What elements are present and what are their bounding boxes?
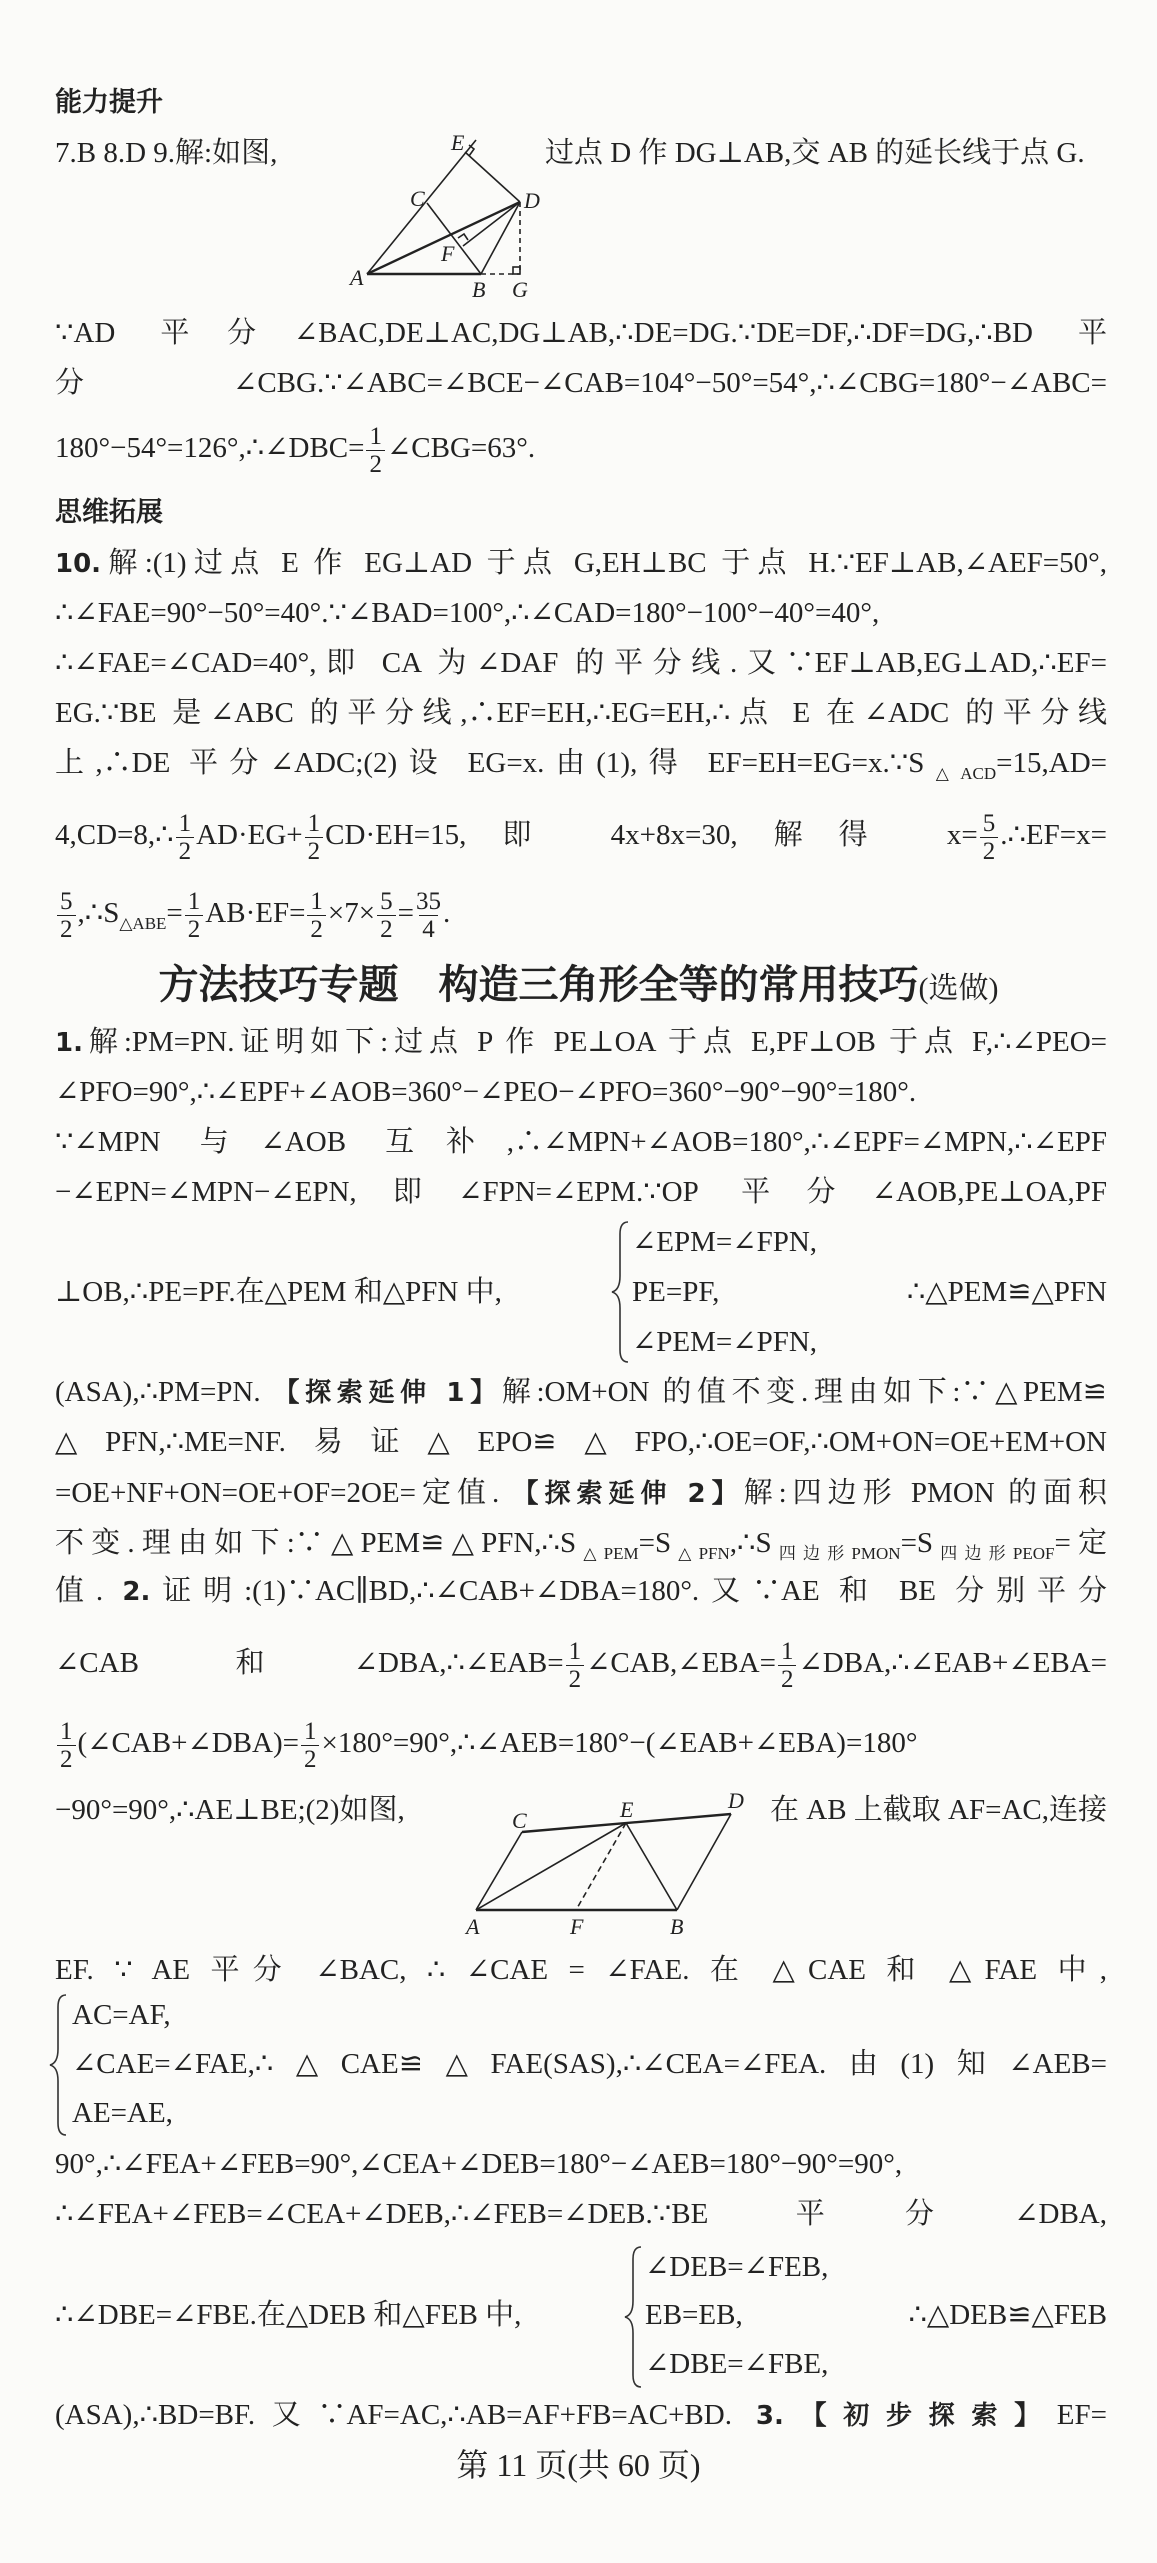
bold-label: 10.	[55, 549, 102, 579]
page-number: 第 11 页(共 60 页)	[456, 2447, 701, 2483]
brace2-row: AC=AF,	[72, 1999, 171, 2031]
text-line	[55, 2192, 1107, 2236]
text-line	[55, 1170, 1107, 1214]
text-segment: =S	[900, 1527, 934, 1559]
text-segment: =S	[638, 1527, 672, 1559]
text-line	[55, 1718, 1107, 1773]
label-C: C	[410, 186, 425, 211]
text-line	[55, 691, 1107, 735]
text-segment: =	[166, 897, 183, 930]
label-D: D	[728, 1788, 744, 1813]
text-segment: ∠CAB 和∠DBA,∴∠EAB=	[55, 1647, 564, 1680]
numerator: 1	[178, 810, 192, 837]
line-CB	[427, 203, 481, 274]
text-segment: ,∴S	[729, 1527, 772, 1559]
text-segment: ∠DBA,∴∠EAB+∠EBA=	[798, 1647, 1107, 1680]
text-segment: 上,∴DE 平分∠ADC;(2)设 EG=x.由(1),得 EF=EH=EG=x.∵S	[55, 747, 925, 779]
numerator: 1	[310, 888, 323, 915]
subscript: △PFN	[671, 1544, 730, 1563]
text-line	[55, 361, 1107, 405]
heading-thinking: 思维拓展	[55, 497, 163, 528]
line-EF	[576, 1823, 626, 1910]
text-line	[55, 1120, 1107, 1164]
denominator: 2	[980, 837, 999, 865]
fraction	[57, 1718, 76, 1773]
numerator: 1	[307, 810, 321, 837]
fraction	[566, 1638, 585, 1693]
text-line	[55, 423, 1107, 478]
text-segment: .	[443, 897, 451, 930]
text-line	[55, 311, 1107, 355]
text-segment: 解:(1)过点 E 作 EG⊥AD 于点 G,EH⊥BC 于点 H.∵EF⊥AB,∠AEF=50°,	[101, 547, 1107, 579]
text-line	[55, 541, 1107, 585]
brace3-row: ∠DEB=∠FEB,	[645, 2251, 829, 2283]
text-segment: 不变.理由如下:∵△PEM≌△PFN,∴S	[55, 1527, 577, 1559]
fraction	[185, 888, 204, 943]
text-segment: ∴∠FAE=∠CAD=40°,即 CA 为∠DAF 的平分线.又∵EF⊥AB,EG⊥AD,∴EF=	[55, 647, 1107, 679]
line-AE	[367, 140, 476, 274]
q7-9-answers: 7.B 8.D 9.解:如图,	[55, 137, 278, 169]
label-F: F	[570, 1914, 584, 1939]
text-segment: ×7×	[327, 897, 376, 930]
text-segment: △PFN,∴ME=NF.易证△EPO≌△FPO,∴OE=OF,∴OM+ON=OE+EM+ON	[55, 1426, 1107, 1458]
text-segment: ∵AD 平分∠BAC,DE⊥AC,DG⊥AB,∴DE=DG.∵DE=DF,∴DF=DG,∴BD 平	[55, 317, 1107, 349]
denominator: 2	[566, 1665, 585, 1693]
text-segment: EF=	[1056, 2399, 1107, 2431]
text-segment: ∠PFO=90°,∴∠EPF+∠AOB=360°−∠PEO−∠PFO=360°−90°−90°=180°.	[55, 1076, 917, 1108]
brace1-row: ∠PEM=∠PFN,	[632, 1326, 818, 1358]
denominator: 2	[307, 915, 326, 943]
numerator: 5	[380, 888, 393, 915]
line-DF	[463, 202, 520, 246]
text-line	[55, 1471, 1107, 1515]
q2-fig-line-right: 在 AB 上截取 AF=AC,连接	[770, 1794, 1107, 1826]
text-segment: EF. ∵ AE 平分 ∠BAC, ∴ ∠CAE = ∠FAE. 在 △CAE 和 △FAE 中,	[55, 1954, 1107, 1986]
fraction	[377, 888, 396, 943]
heading-ability: 能力提升	[55, 87, 163, 118]
fraction	[416, 888, 441, 943]
brace3-row: EB=EB,	[645, 2299, 743, 2331]
text-segment: ∴∠FEA+∠FEB=∠CEA+∠DEB,∴∠FEB=∠DEB.∵BE 平分∠DBA,	[55, 2198, 1107, 2230]
text-segment: 证明:(1)∵AC∥BD,∴∠CAB+∠DBA=180°.又∵AE 和 BE 分别平分	[150, 1575, 1107, 1607]
text-line	[55, 741, 1107, 785]
right-angle-G	[513, 267, 520, 274]
brace3-prefix: ∴∠DBE=∠FBE.在△DEB 和△FEB 中,	[55, 2299, 522, 2331]
text-segment: =15,AD=	[996, 747, 1108, 779]
text-segment: (ASA),∴PM=PN.	[55, 1376, 274, 1408]
text-line	[55, 1420, 1107, 1464]
section-title	[0, 958, 1157, 1016]
text-segment: .∴EF=x=	[1000, 819, 1107, 852]
label-E: E	[451, 130, 465, 155]
brace1-conclusion: ∴△PEM≌△PFN	[906, 1276, 1107, 1308]
label-B: B	[472, 277, 486, 302]
text-segment: =定	[1054, 1527, 1108, 1559]
brace1-row: ∠EPM=∠FPN,	[632, 1226, 818, 1258]
fraction	[980, 810, 999, 865]
subscript: 四边形PMON	[771, 1544, 901, 1563]
bold-label: 【探索延伸 1】	[273, 1378, 502, 1408]
text-line	[55, 2142, 1107, 2186]
q9-construction-text: 过点 D 作 DG⊥AB,交 AB 的延长线于点 G.	[545, 137, 1085, 169]
text-line	[55, 810, 1107, 865]
text-line	[55, 888, 1107, 943]
brace3-conclusion: ∴△DEB≌△FEB	[908, 2299, 1107, 2331]
numerator: 1	[780, 1638, 794, 1665]
text-segment: AD·EG+	[196, 819, 303, 852]
numerator: 1	[60, 1718, 73, 1745]
denominator: 2	[176, 837, 195, 865]
text-segment: 值.	[55, 1575, 123, 1607]
right-angle-F	[458, 234, 468, 240]
text-segment: ∵∠MPN 与∠AOB 互补,∴∠MPN+∠AOB=180°,∴∠EPF=∠MPN,∴∠EPF	[55, 1126, 1107, 1158]
text-segment: 解:四边形 PMON 的面积	[743, 1477, 1107, 1509]
text-line	[55, 1070, 1107, 1114]
denominator: 2	[57, 915, 76, 943]
bold-label: 【探索延伸 2】	[512, 1479, 744, 1509]
text-line	[55, 591, 1107, 635]
label-A: A	[466, 1914, 480, 1939]
line-CD	[522, 1814, 731, 1832]
text-segment: =OE+NF+ON=OE+OF=2OE=定值.	[55, 1477, 513, 1509]
bold-label: 2.	[122, 1577, 151, 1607]
text-segment: ∠CAB,∠EBA=	[586, 1647, 776, 1680]
text-segment: EG.∵BE 是∠ABC 的平分线,∴EF=EH,∴EG=EH,∴点 E 在∠ADC 的平分线	[55, 697, 1107, 729]
text-segment: ×180°=90°,∴∠AEB=180°−(∠EAB+∠EBA)=180°	[321, 1727, 918, 1760]
line-AE	[476, 1823, 626, 1910]
text-line	[55, 1521, 1107, 1565]
text-segment: 分∠CBG.∵∠ABC=∠BCE−∠CAB=104°−50°=54°,∴∠CBG=180°−∠ABC=	[55, 367, 1107, 399]
line-EB	[626, 1823, 677, 1910]
text-segment: 90°,∴∠FEA+∠FEB=90°,∠CEA+∠DEB=180°−∠AEB=180°−90°=90°,	[55, 2148, 903, 2180]
subscript: △ABE	[119, 914, 167, 934]
fraction	[778, 1638, 797, 1693]
section-title-main: 方法技巧专题 构造三角形全等的常用技巧	[158, 962, 919, 1007]
label-A: A	[350, 265, 364, 290]
brace2-row: AE=AE,	[72, 2097, 173, 2129]
bold-label: 1.	[55, 1028, 83, 1058]
numerator: 1	[303, 1718, 317, 1745]
line-BD	[677, 1814, 731, 1910]
label-F: F	[441, 241, 455, 266]
numerator: 1	[369, 423, 382, 450]
line-DB	[481, 202, 520, 274]
label-G: G	[512, 277, 528, 302]
denominator: 2	[57, 1745, 76, 1773]
fraction	[366, 423, 385, 478]
right-angle-E	[469, 145, 474, 156]
section-title-note: (选做)	[918, 972, 999, 1005]
text-segment: ∠CBG=63°.	[386, 432, 536, 465]
q2-fig-line-left: −90°=90°,∴AE⊥BE;(2)如图,	[55, 1794, 405, 1826]
brace3-icon	[625, 2247, 641, 2387]
text-segment: =	[397, 897, 414, 930]
label-B: B	[670, 1914, 684, 1939]
brace2-row: ∠CAE=∠FAE,∴△CAE≌△FAE(SAS),∴∠CEA=∠FEA.由(1)知∠AEB=	[72, 2048, 1107, 2080]
fraction	[307, 888, 326, 943]
denominator: 2	[185, 915, 204, 943]
fraction	[301, 1718, 320, 1773]
text-segment: (ASA),∴BD=BF.又∵AF=AC,∴AB=AF+FB=AC+BD.	[55, 2399, 756, 2431]
brace3-row: ∠DBE=∠FBE,	[645, 2348, 829, 2380]
text-segment: 解:OM+ON 的值不变.理由如下:∵△PEM≌	[501, 1376, 1107, 1408]
numerator: 1	[187, 888, 201, 915]
text-segment: CD·EH=15,即 4x+8x=30,解得 x=	[325, 819, 978, 852]
text-line	[55, 1948, 1107, 1992]
text-line	[55, 1370, 1107, 1414]
numerator: 5	[982, 810, 996, 837]
label-C: C	[512, 1808, 527, 1833]
text-line	[55, 1020, 1107, 1064]
brace2-icon	[50, 1995, 66, 2135]
numerator: 1	[568, 1638, 582, 1665]
denominator: 2	[366, 450, 385, 478]
denominator: 4	[419, 915, 438, 943]
denominator: 2	[377, 915, 396, 943]
denominator: 2	[778, 1665, 797, 1693]
denominator: 2	[305, 837, 324, 865]
line-AD	[367, 202, 520, 274]
text-segment: 4,CD=8,∴	[55, 819, 174, 852]
numerator: 35	[416, 888, 441, 915]
brace1-icon	[612, 1222, 628, 1362]
label-E: E	[620, 1797, 634, 1822]
label-D: D	[524, 188, 540, 213]
text-segment: ,∴S	[77, 897, 120, 930]
text-segment: (∠CAB+∠DBA)=	[77, 1727, 299, 1760]
text-segment: 解:PM=PN.证明如下:过点 P 作 PE⊥OA 于点 E,PF⊥OB 于点 F,∴∠PEO=	[82, 1026, 1107, 1058]
subscript: △PEM	[576, 1544, 639, 1563]
line-ED	[465, 152, 520, 202]
text-segment: AB·EF=	[205, 897, 306, 930]
text-line	[55, 2393, 1107, 2437]
subscript: △ACD	[924, 764, 997, 783]
text-line	[55, 1638, 1107, 1693]
fraction	[305, 810, 324, 865]
numerator: 5	[60, 888, 73, 915]
denominator: 2	[301, 1745, 320, 1773]
line-AC	[476, 1832, 522, 1910]
text-segment: 180°−54°=126°,∴∠DBC=	[55, 432, 365, 465]
bold-label: 3.【初步探索】	[755, 2401, 1057, 2431]
fraction	[57, 888, 76, 943]
text-segment: −∠EPN=∠MPN−∠EPN,即∠FPN=∠EPM.∵OP 平分∠AOB,PE⊥OA,PF	[55, 1176, 1107, 1208]
text-line	[55, 1569, 1107, 1613]
fraction	[176, 810, 195, 865]
brace1-prefix: ⊥OB,∴PE=PF.在△PEM 和△PFN 中,	[55, 1276, 502, 1308]
text-segment: ∴∠FAE=90°−50°=40°.∵∠BAD=100°,∴∠CAD=180°−100°−40°=40°,	[55, 597, 880, 629]
subscript: 四边形PEOF	[933, 1544, 1055, 1563]
text-line	[55, 641, 1107, 685]
brace1-row: PE=PF,	[632, 1276, 720, 1308]
